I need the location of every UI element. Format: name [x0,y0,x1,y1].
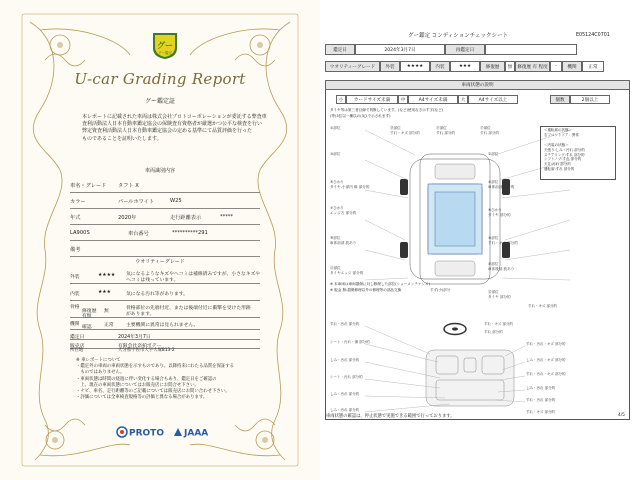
quality-section-title: ウオリティーグレード [135,259,185,265]
interior-left-5: しみ・汚れ 部分的 [330,392,360,396]
quality-row-frame: 骨格 修復歴 有無 無 骨格部位の先端付近、または後端付近に衝撃を受けた形跡 があります。 [70,301,260,318]
part-left-4: ⑦ひかり エッジ方 部分的 [330,206,357,215]
count-value: 2個以上 [570,95,610,104]
vehicle-chassis-row: LA900S 車台番号 **********291 [70,225,260,241]
vehicle-model-row: 車名・グレード タフト X [70,177,260,193]
grade-engine-label: 機関 [562,61,582,72]
svg-text:グー: グー [157,41,173,50]
part-right-4: ⑧部位 すれ・キズ 部分的 [488,236,518,245]
grade-engine-value: 正常 [582,61,604,72]
interior-left-6: しみ・汚れ 部分的 [330,408,360,412]
part-top-2: ⑮部位 すれ 部分的 [436,126,456,135]
part-right-6: ⑫部位 タイヤ 部分的 [488,290,511,299]
grade-interior-value: ★★★ [450,61,480,72]
partner-logos [116,424,216,440]
part-left-3: ⑤ひかり タイヤ-小部内 像 部分的 [330,180,370,189]
grade-exterior-label: 外装 [380,61,400,72]
part-top-1: ⑬部位 すれ・キズ 部分的 [390,126,420,135]
legend-note-2: (等)3位以一種以の(3ひで示されます) [330,114,391,118]
grade-interior-label: 内装 [430,61,450,72]
dealer-row: 販売店 有限会社奈柏ボデー [70,340,260,349]
part-right-1: ②部位 [488,152,499,156]
footer-note: 車両状態の確認は、停止状態で実施できる範囲で行っております。 [326,414,455,419]
part-right-5: ⑩部位 車体後部 波あり [488,262,515,271]
interior-right-1: すれ・汚れ・キズ 部分的 [526,342,566,346]
quality-row-exterior: 外装 ★★★★ 気になるようなキズやヘコミは補修済みですが、小さなキズや ヘコミは残っています。 [70,267,260,284]
size-small-desc: カードサイズ未満 [346,95,398,104]
size-medium: 中 [398,95,408,104]
svg-text:PROTO: PROTO [129,428,164,439]
certificate-title: U-car Grading Report [74,70,246,88]
part-right-2: ④部位 車体前部 部分的 [488,180,515,189]
interior-left-2: シート・汚れ・傷 部分的 [330,340,370,344]
quality-row-interior: 内装 ★★★ 気になる汚れ等があります。 [70,284,260,301]
document-id: E05124C0701 [576,33,610,38]
legend-note-1: タイヤ等は第三者目線で判断しています。(など)使用なき示す字(など) [330,108,444,112]
grade-repair-value: 無 [505,61,515,72]
damage-note-1: ※ 本車両は車両損傷に対し修理した部位(ショーメンテナンス) [330,282,430,286]
grade-exterior-value: ★★★★ [400,61,430,72]
page-number: 4/5 [618,413,625,418]
interior-callout-lines [320,318,640,418]
count-label: 個数 [550,95,570,104]
interior-left-1: すれ・汚れ 部分的 [330,322,360,326]
interior-left-3: しみ・汚れ 部分的 [330,358,360,362]
part-left-2: ③部位 [330,152,341,156]
vehicle-section-title: 車両識別内容 [144,168,175,174]
part-left-6: ⑪部位 タイヤエッジ 部分的 [330,266,364,275]
size-small: 小 [336,95,346,104]
part-right-3: ⑥ひかり タイヤ 部分的 [488,208,511,217]
inspection-date-row: 鑑定日 2024年3月7日 [70,331,260,340]
vehicle-color-row: カラー パールホワイト W25 [70,193,260,209]
size-large: 大 [458,95,468,104]
certificate-notes: 所在地 大分県宇佐市大字大塚813-2 ※ 車レポートについて ・鑑定外の車両の車両状態を示すものであり、以降持来にわたる品質を保証する ものではありません。 ・車両状態は時間の経過に伴い変化する場合もあり、鑑定日をご確認の 上、現在の車両状態についてはお販売店にお問合せ下さい。 ・ナビ、車名、走行距離等のご記載については販売店にお問い合わせ下さい。 ・評価については全車検査規格等の評価と異なる場合があります。 [70,348,235,401]
certificate-intro: 本レポートに記載された車両は株式会社プロトコーポレーションが委託する弊査車 査利活動法人日本自動車鑑定協会の保険査有資格者が厳選かつ公平な検査を行い 弊定資査利活動法人日本自動車鑑定協会の定める基準にて品質評価を行った ものであることを証明いたします。 [82,114,267,142]
interior-right-5: すれ・汚れ 部分的 [526,398,556,402]
mid-right-tag: すれ・キズ 部分的 [528,304,558,308]
steering-tag-1: すれ・キズ 部分的 [484,322,514,326]
vehicle-notes-row: 備考 [70,241,260,257]
sheet-title: グー鑑定 コンディションチェックシート [408,33,509,39]
vehicle-year-row: 年式 2020年 走行距離表示 ***** [70,209,260,225]
damage-note-2: ※ 板金 無:損傷修理以外の修理等の部品交換 [330,288,402,292]
part-left-5: ⑨部位 車体前部 波あり [330,236,357,245]
certificate-subtitle: グー鑑定証 [144,98,175,105]
size-large-desc: A4サイズ以上 [468,95,518,104]
steering-tag-2: すれ 部分的 [484,330,503,334]
interior-right-6: すれ・キズ 部分的 [526,410,556,414]
grade-repair-label: 修復歴 [480,61,505,72]
svg-text:JAAA: JAAA [184,428,209,439]
quality-grade-label: ウオリティーグレード [325,61,380,72]
interior-right-3: すれ・汚れ・キズ 部分的 [526,372,566,376]
mid-left-tag: すず(小)部分 [430,288,451,292]
grade-repair-degree-label: 修復歴 有 程度 [515,61,550,72]
interior-legend: ＜運転席の状態＞ 右フロントドア：異常 ＜内装の状態＞ 天張り:しみ・汚れ 部分的 ステアリング:すれ 部分的 シフトノブ:すれ 部分的 天井:汚れ 部分的 運転席:すれ 部分的 [544,128,585,172]
part-left-1: ①部位 [330,126,341,130]
size-medium-desc: A4サイズ未満 [408,95,458,104]
date-label: 鑑定日 [325,44,355,55]
date-value: 2024年3月7日 [355,44,445,55]
grade-repair-degree-value: - [550,61,562,72]
svg-text:グー鑑定: グー鑑定 [158,51,172,55]
interior-right-4: しみ・汚れ 部分的 [526,386,556,390]
quality-row-engine: 機関 確認 正常 主要機関に異常は見られません。 [70,318,260,330]
re-inspection-label: 再鑑定日 [445,44,485,55]
part-top-3: ⑰部位 すれ 部分的 [480,126,500,135]
interior-right-2: しみ・汚れ・キズ 部分的 [526,358,566,362]
condition-title: 車両状態の説明 [325,80,630,90]
goo-appraisal-badge-icon [150,30,180,60]
interior-left-4: シート・汚れ 部分的 [330,375,363,379]
condition-check-sheet [320,0,640,480]
re-inspection-value [485,44,577,55]
